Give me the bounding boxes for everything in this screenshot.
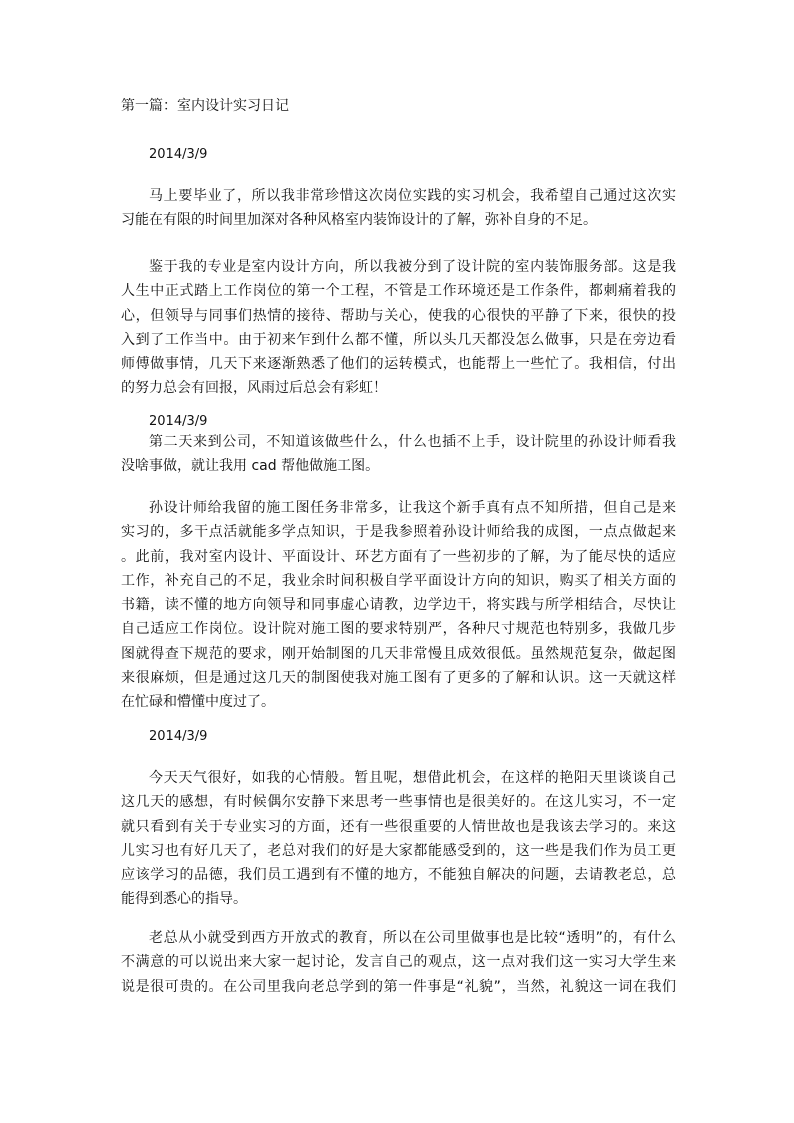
paragraph-line: 这几天的感想，有时候偶尔安静下来思考一些事情也是很美好的。在这儿实习，不一定 [121, 794, 676, 811]
paragraph-line: 老总从小就受到西方开放式的教育，所以在公司里做事也是比较“透明”的，有什么 [149, 930, 676, 946]
paragraph [121, 255, 676, 401]
paragraph-line: 就只看到有关于专业实习的方面，还有一些很重要的人情世故也是我该去学习的。来这 [121, 818, 676, 835]
paragraph-line: 应该学习的品德，我们员工遇到有不懂的地方，不能独自解决的问题，去请教老总，总 [121, 867, 676, 884]
paragraph-line: 没啥事做，就让我用 cad 帮他做施工图。 [121, 458, 380, 475]
entry-date: 2014/3/9 [149, 147, 208, 162]
paragraph-line: 第二天来到公司，不知道该做些什么，什么也插不上手，设计院里的孙设计师看我 [149, 434, 676, 450]
paragraph [121, 496, 676, 715]
paragraph-line: 书籍，读不懂的地方向领导和同事虚心请教，边学边干，将实践与所学相结合，尽快让 [121, 597, 676, 614]
document-title: 第一篇：室内设计实习日记 [121, 98, 289, 114]
paragraph-line: 工作，补充自己的不足，我业余时间积极自学平面设计方向的知识，购买了相关方面的 [121, 572, 676, 589]
paragraph-line: 马上要毕业了，所以我非常珍惜这次岗位实践的实习机会，我希望自己通过这次实 [149, 188, 676, 204]
paragraph [121, 430, 676, 479]
paragraph-line: 。此前，我对室内设计、平面设计、环艺方面有了一些初步的了解，为了能尽快的适应 [121, 548, 676, 565]
paragraph-line: 在忙碌和懵懂中度过了。 [121, 694, 275, 711]
paragraph-line: 心，但领导与同事们热情的接待、帮助与关心，使我的心很快的平静了下来，很快的投 [121, 307, 676, 324]
paragraph-line: 人生中正式踏上工作岗位的第一个工程，不管是工作环境还是工作条件，都刺痛着我的 [121, 283, 676, 300]
paragraph-line: 习能在有限的时间里加深对各种风格室内装饰设计的了解，弥补自身的不足。 [121, 212, 597, 229]
paragraph-line: 不满意的可以说出来大家一起讨论，发言自己的观点，这一点对我们这一实习大学生来 [121, 954, 676, 971]
paragraph-line: 自己适应工作岗位。设计院对施工图的要求特别严，各种尺寸规范也特别多，我做几步 [121, 621, 676, 638]
paragraph-line: 鉴于我的专业是室内设计方向，所以我被分到了设计院的室内装饰服务部。这是我 [149, 259, 676, 275]
paragraph-line: 能得到悉心的指导。 [121, 891, 247, 908]
paragraph-line: 师傅做事情，几天下来逐渐熟悉了他们的运转模式，也能帮上一些忙了。我相信，付出 [121, 356, 676, 373]
paragraph-line: 儿实习也有好几天了，老总对我们的好是大家都能感受到的，这一些是我们作为员工更 [121, 842, 676, 859]
paragraph [121, 766, 676, 912]
paragraph-line: 的努力总会有回报，风雨过后总会有彩虹！ [121, 380, 387, 397]
paragraph-line: 图就得查下规范的要求，刚开始制图的几天非常慢且成效很低。虽然规范复杂，做起图 [121, 645, 676, 662]
entry-date: 2014/3/9 [149, 414, 208, 429]
entry-date: 2014/3/9 [149, 729, 208, 744]
paragraph-line: 说是很可贵的。在公司里我向老总学到的第一件事是“礼貌”，当然，礼貌这一词在我们 [121, 978, 676, 995]
paragraph-line: 孙设计师给我留的施工图任务非常多，让我这个新手真有点不知所措，但自己是来 [149, 500, 676, 516]
paragraph [121, 184, 676, 233]
paragraph-line: 来很麻烦，但是通过这几天的制图使我对施工图有了更多的了解和认识。这一天就这样 [121, 670, 676, 687]
paragraph [121, 926, 676, 999]
paragraph-line: 今天天气很好，如我的心情般。暂且呢，想借此机会，在这样的艳阳天里谈谈自己 [149, 770, 676, 786]
paragraph-line: 入到了工作当中。由于初来乍到什么都不懂，所以头几天都没怎么做事，只是在旁边看 [121, 331, 676, 348]
paragraph-line: 实习的，多干点活就能多学点知识，于是我参照着孙设计师给我的成图，一点点做起来 [121, 524, 676, 541]
